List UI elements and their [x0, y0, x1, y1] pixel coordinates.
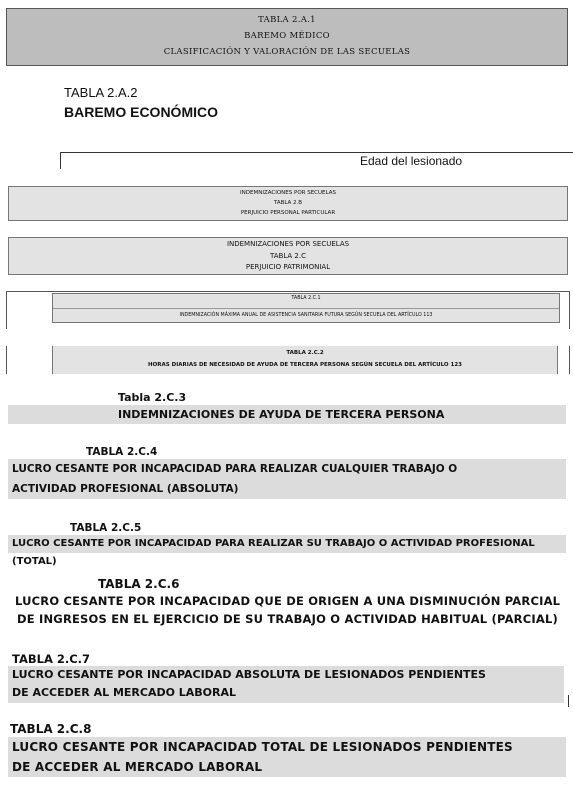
table-2c8-header: [8, 737, 566, 777]
table-2a2-code: TABLA 2.A.2: [64, 85, 138, 100]
table-2c4-header: [8, 459, 566, 499]
table-2a1-name: BAREMO MÉDICO: [244, 31, 330, 41]
age-column-header-frame: [60, 152, 573, 169]
table-2c2-title: HORAS DIARIAS DE NECESIDAD DE AYUDA DE TERCERA PERSONA SEGÚN SECUELA DEL ARTÍCULO 123: [148, 362, 462, 368]
table-2c2-code: TABLA 2.C.2: [286, 350, 324, 356]
table-2c6-line1: LUCRO CESANTE POR INCAPACIDAD QUE DE ORIGEN A UNA DISMINUCIÓN PARCIAL: [15, 594, 561, 608]
table-2a1-subtitle: CLASIFICACIÓN Y VALORACIÓN DE LAS SECUELAS: [163, 47, 411, 57]
table-2c6-code: TABLA 2.C.6: [98, 577, 180, 591]
table-2c8-line1: LUCRO CESANTE POR INCAPACIDAD TOTAL DE LESIONADOS PENDIENTES: [12, 740, 513, 754]
table-2c5-code: TABLA 2.C.5: [70, 522, 142, 534]
table-2a2-title: BAREMO ECONÓMICO: [64, 104, 218, 120]
table-2c2-header: [52, 346, 558, 374]
table-2c6-line2: DE INGRESOS EN EL EJERCICIO DE SU TRABAJO O ACTIVIDAD HABITUAL (PARCIAL): [17, 612, 558, 626]
table-2a1-code: TABLA 2.A.1: [258, 15, 316, 25]
table-2a1-header: [6, 8, 568, 66]
table-2c7-code: TABLA 2.C.7: [12, 652, 91, 666]
table-2c4-code: TABLA 2.C.4: [86, 446, 158, 458]
table-2c5-title: LUCRO CESANTE POR INCAPACIDAD PARA REALIZAR SU TRABAJO O ACTIVIDAD PROFESIONAL (TOTAL): [8, 535, 566, 553]
text-cursor: [568, 695, 569, 707]
table-2c1-title: INDEMNIZACIÓN MÁXIMA ANUAL DE ASISTENCIA SANITARIA FUTURA SEGÚN SECUELA DEL ARTÍCULO 113: [53, 308, 559, 321]
table-2b-line3: PERJUICIO PERSONAL PARTICULAR: [240, 210, 336, 216]
table-2b-code: TABLA 2.B: [273, 200, 303, 206]
age-column-header: Edad del lesionado: [360, 154, 463, 168]
table-2b-line1: INDEMNIZACIONES POR SECUELAS: [240, 190, 336, 196]
table-2c4-line2: ACTIVIDAD PROFESIONAL (ABSOLUTA): [12, 483, 239, 495]
table-2c-code: TABLA 2.C: [270, 251, 306, 260]
table-2c4-line1: LUCRO CESANTE POR INCAPACIDAD PARA REALIZAR CUALQUIER TRABAJO O: [12, 463, 458, 475]
table-2c7-line1: LUCRO CESANTE POR INCAPACIDAD ABSOLUTA DE LESIONADOS PENDIENTES: [12, 668, 486, 681]
table-2c8-code: TABLA 2.C.8: [10, 722, 92, 736]
table-2c1-header: [52, 293, 560, 323]
table-2c1-code: TABLA 2.C.1: [291, 296, 321, 301]
table-2b-header: [8, 186, 568, 221]
table-2c3-title: INDEMNIZACIONES DE AYUDA DE TERCERA PERSONA: [8, 405, 566, 424]
table-2c8-line2: DE ACCEDER AL MERCADO LABORAL: [12, 760, 263, 774]
table-2c-header: [8, 237, 568, 275]
table-2c-line1: INDEMNIZACIONES POR SECUELAS: [226, 240, 350, 248]
table-2c7-line2: DE ACCEDER AL MERCADO LABORAL: [12, 686, 237, 699]
table-2c3-code: Tabla 2.C.3: [118, 391, 187, 404]
table-2c-line3: PERJUICIO PATRIMONIAL: [245, 263, 331, 271]
table-2c7-header: [8, 666, 564, 703]
